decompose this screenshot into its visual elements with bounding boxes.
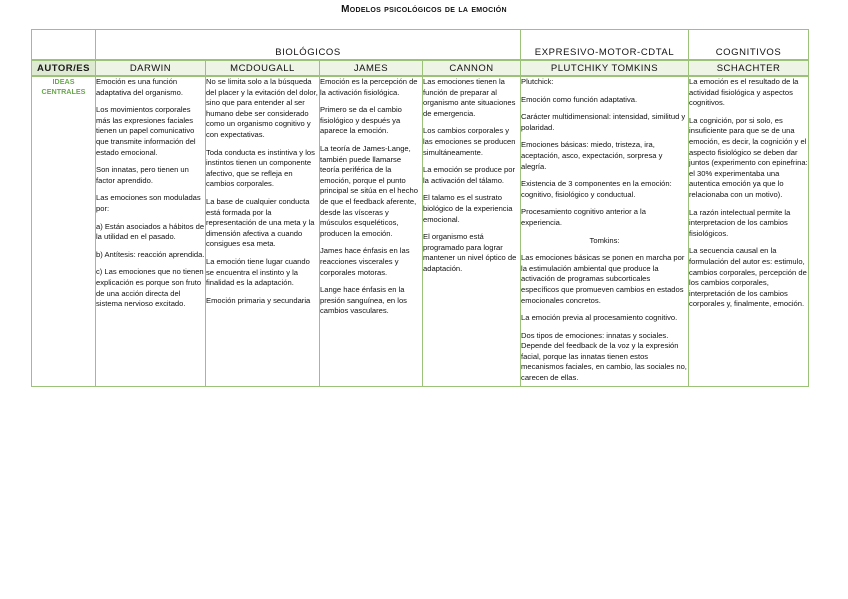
paragraph: La emoción previa al procesamiento cognitivo.	[521, 313, 678, 323]
paragraph: El organismo está programado para lograr mantener un nivel óptico de adaptación.	[423, 232, 517, 273]
header-plutchik-tomkins: PLUTCHIKY TOMKINS	[521, 60, 689, 76]
cell-darwin	[96, 76, 206, 386]
paragraph: Toda conducta es instintiva y los instintos tienen un componente afectivo, que se refleja en cambios corporales.	[206, 147, 315, 189]
paragraph: Las emociones son moduladas por:	[96, 193, 201, 213]
paragraph: La teoría de James-Lange, también puede llamarse teoría periférica de la emoción, porque el punto principal se sitúa en el hecho de que el feedback aferente, desde las vísceras y músculos esqueléticos, producen la emoción.	[320, 143, 418, 238]
paragraph: No se limita solo a la búsqueda del placer y la evitación del dolor, sino que para entender al ser humano debe ser considerado como un organismo cognitivo y con expectativas.	[206, 77, 318, 139]
subheading-tomkins: Tomkins:	[589, 235, 620, 245]
group-cognitivos: COGNITIVOS	[689, 30, 809, 61]
row-label-ideas-centrales: IDEAS CENTRALES	[32, 76, 96, 386]
paragraph: Las emociones básicas se ponen en marcha por la estimulación ambiental que produce la activación de programas subcorticales específicos que promueven cambios en estados emocionales concretos.	[521, 253, 685, 305]
paragraph: La emoción tiene lugar cuando se encuentra el instinto y la finalidad es la adaptación.	[206, 256, 310, 288]
emotion-models-table	[31, 29, 809, 387]
paragraph: La razón intelectual permite la interpretacion de los cambios fisiológicos.	[689, 207, 791, 238]
ideas-row	[32, 76, 809, 386]
cell-mcdougall	[206, 76, 320, 386]
blank-corner	[32, 30, 96, 61]
paragraph: Los movimientos corporales más las expresiones faciales tienen un papel comunicativo que transmite información del estado emocional.	[96, 105, 196, 157]
header-schachter: SCHACHTER	[689, 60, 809, 76]
paragraph: Dos tipos de emociones: innatas y sociales. Depende del feedback de la voz y la expresión facial, porque las innatas tienen estos mecanismos faciales, en cambio, las sociales no, carecen de ellas.	[521, 330, 687, 383]
paragraph: Emoción es la percepción de la activación fisiológica.	[320, 77, 418, 97]
header-cannon: CANNON	[423, 60, 521, 76]
paragraph: Procesamiento cognitivo anterior a la experiencia.	[521, 207, 646, 227]
paragraph: c) Las emociones que no tienen explicación es porque son fruto de una acción directa del sistema nervioso excitado.	[96, 267, 204, 309]
header-darwin: DARWIN	[96, 60, 206, 76]
paragraph: La emoción es el resultado de la actividad fisiológica y aspectos cognitivos.	[689, 77, 799, 108]
paragraph: La base de cualquier conducta está formada por la representación de una meta y la dimensión afectiva a cuando consigues esa meta.	[206, 196, 315, 249]
paragraph: a) Están asociados a hábitos de la utilidad en el pasado.	[96, 221, 205, 242]
paragraph: La secuencia causal en la formulación del autor es: estimulo, cambios corporales, percepción de los cambios corporales, interpretación de los cambios corporales y, finalmente, emoción.	[689, 246, 807, 309]
page-title: Modelos psicológicos de la emoción	[341, 4, 507, 15]
cell-schachter	[689, 76, 809, 386]
paragraph: Carácter multidimensional: intensidad, similitud y polaridad.	[521, 112, 686, 132]
paragraph: Primero se da el cambio fisiológico y después ya aparece la emoción.	[320, 105, 402, 136]
paragraph: James hace énfasis en las reacciones viscerales y corporales motoras.	[320, 246, 410, 277]
group-header-row	[32, 30, 809, 61]
paragraph: La emoción se produce por la activación del tálamo.	[423, 165, 516, 185]
paragraph: b) Antítesis: reacción aprendida.	[96, 249, 205, 259]
paragraph: El talamo es el sustrato biológico de la experiencia emocional.	[423, 193, 513, 224]
author-header-row	[32, 60, 809, 76]
paragraph: Lange hace énfasis en la presión sanguínea, en los cambios vasculares.	[320, 285, 407, 316]
paragraph: Los cambios corporales y las emociones se producen simultáneamente.	[423, 126, 516, 157]
paragraph: Son innatas, pero tienen un factor aprendido.	[96, 165, 189, 185]
cell-plutchik-tomkins	[521, 76, 689, 386]
cell-cannon	[423, 76, 521, 386]
header-james: JAMES	[320, 60, 423, 76]
cell-james	[320, 76, 423, 386]
paragraph: Las emociones tienen la función de preparar al organismo ante situaciones de emergencia.	[423, 77, 516, 118]
paragraph: La cognición, por si solo, es insuficiente para que se de una emoción, es decir, la cognición y el aspecto fisiológico se deben dar juntos (experimento con epinefrina: el 30% experimentaba una autentica emoción ya que lo relacionaba con un motivo).	[689, 115, 808, 199]
paragraph: Emoción es una función adaptativa del organismo.	[96, 77, 183, 97]
paragraph: Emoción como función adaptativa.	[521, 94, 638, 104]
paragraph: Plutchick:	[521, 77, 554, 86]
group-biologicos: BIOLÓGICOS	[96, 30, 521, 61]
header-mcdougall: MCDOUGALL	[206, 60, 320, 76]
paragraph: Existencia de 3 componentes en la emoción: cognitivo, fisiológico y conductual.	[521, 179, 672, 199]
paragraph: Emoción primaria y secundaria	[206, 295, 311, 305]
header-autores: AUTOR/ES	[32, 60, 96, 76]
group-expresivo-motor: EXPRESIVO-MOTOR-CDTAL	[521, 30, 689, 61]
paragraph: Emociones básicas: miedo, tristeza, ira, aceptación, asco, expectación, sorpresa y alegría.	[521, 140, 663, 171]
